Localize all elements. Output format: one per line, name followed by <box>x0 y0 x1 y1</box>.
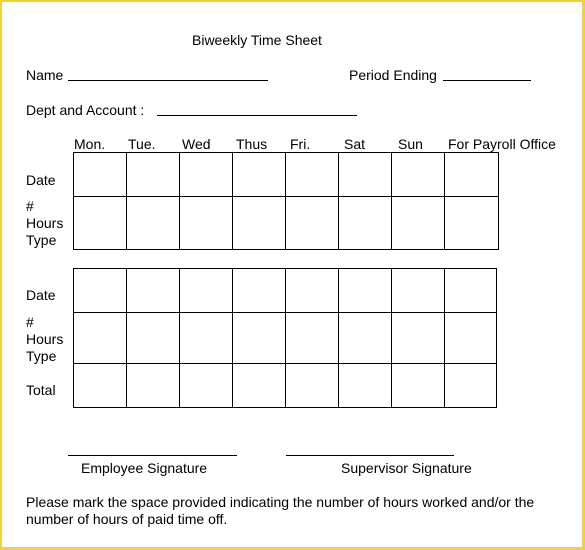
employee-signature-line[interactable] <box>68 455 237 456</box>
table-cell[interactable] <box>180 313 233 364</box>
table-cell[interactable] <box>339 269 392 313</box>
table-cell[interactable] <box>339 313 392 364</box>
time-table-week1 <box>73 152 499 250</box>
table-cell[interactable] <box>127 364 180 408</box>
table-cell[interactable] <box>127 269 180 313</box>
table-cell[interactable] <box>74 153 127 197</box>
day-header-sun: Sun <box>398 136 423 152</box>
table2-row-label-hours-type: # Hours Type <box>26 314 64 364</box>
table-cell[interactable] <box>339 197 392 250</box>
table-cell[interactable] <box>233 153 286 197</box>
table-cell[interactable] <box>180 269 233 313</box>
table-cell[interactable] <box>339 364 392 408</box>
table-row <box>74 197 499 250</box>
table-cell[interactable] <box>392 269 445 313</box>
table-cell[interactable] <box>286 269 339 313</box>
table-cell[interactable] <box>74 197 127 250</box>
table-cell[interactable] <box>127 197 180 250</box>
supervisor-signature-line[interactable] <box>286 455 454 456</box>
dept-account-field[interactable] <box>157 115 357 116</box>
table-cell[interactable] <box>74 269 127 313</box>
table-cell[interactable] <box>392 153 445 197</box>
day-header-sat: Sat <box>344 136 366 152</box>
table-row <box>74 153 499 197</box>
table-cell[interactable] <box>339 153 392 197</box>
table1-row-label-hours-type: # Hours Type <box>26 198 64 248</box>
table-cell[interactable] <box>233 364 286 408</box>
table-cell[interactable] <box>127 313 180 364</box>
period-ending-field[interactable] <box>443 80 531 81</box>
period-ending-label: Period Ending <box>349 67 437 83</box>
dept-account-label: Dept and Account : <box>26 102 145 118</box>
employee-signature-label: Employee Signature <box>81 460 208 476</box>
form-title: Biweekly Time Sheet <box>192 32 322 48</box>
table-cell[interactable] <box>233 313 286 364</box>
table-cell[interactable] <box>392 364 445 408</box>
table-cell[interactable] <box>180 364 233 408</box>
table-row <box>74 313 497 364</box>
time-table-week2 <box>73 268 497 408</box>
table-cell[interactable] <box>392 197 445 250</box>
table-cell[interactable] <box>445 269 497 313</box>
table-row <box>74 364 497 408</box>
day-header-wed: Wed <box>182 136 211 152</box>
instructions-note: Please mark the space provided indicating the number of hours worked and/or the number of hours of paid time off. <box>26 494 535 527</box>
table-cell[interactable] <box>286 153 339 197</box>
table2-row-label-total: Total <box>26 382 56 398</box>
day-header-payroll: For Payroll Office <box>448 136 556 152</box>
table-cell[interactable] <box>392 313 445 364</box>
table-row <box>74 269 497 313</box>
table-cell[interactable] <box>286 364 339 408</box>
day-header-mon: Mon. <box>74 136 106 152</box>
table-cell[interactable] <box>180 197 233 250</box>
table-cell[interactable] <box>233 197 286 250</box>
table-cell[interactable] <box>286 313 339 364</box>
table-cell[interactable] <box>74 364 127 408</box>
table-cell[interactable] <box>286 197 339 250</box>
table-cell[interactable] <box>445 313 497 364</box>
table-cell[interactable] <box>445 197 499 250</box>
name-label: Name <box>26 67 64 83</box>
day-header-tue: Tue. <box>128 136 156 152</box>
table-cell[interactable] <box>233 269 286 313</box>
table2-row-label-date: Date <box>26 287 56 303</box>
table-cell[interactable] <box>445 153 499 197</box>
table-cell[interactable] <box>180 153 233 197</box>
table-cell[interactable] <box>74 313 127 364</box>
day-header-fri: Fri. <box>290 136 311 152</box>
supervisor-signature-label: Supervisor Signature <box>341 460 472 476</box>
day-header-thu: Thus <box>236 136 268 152</box>
name-field[interactable] <box>68 80 268 81</box>
table1-row-label-date: Date <box>26 172 56 188</box>
table-cell[interactable] <box>445 364 497 408</box>
table-cell[interactable] <box>127 153 180 197</box>
